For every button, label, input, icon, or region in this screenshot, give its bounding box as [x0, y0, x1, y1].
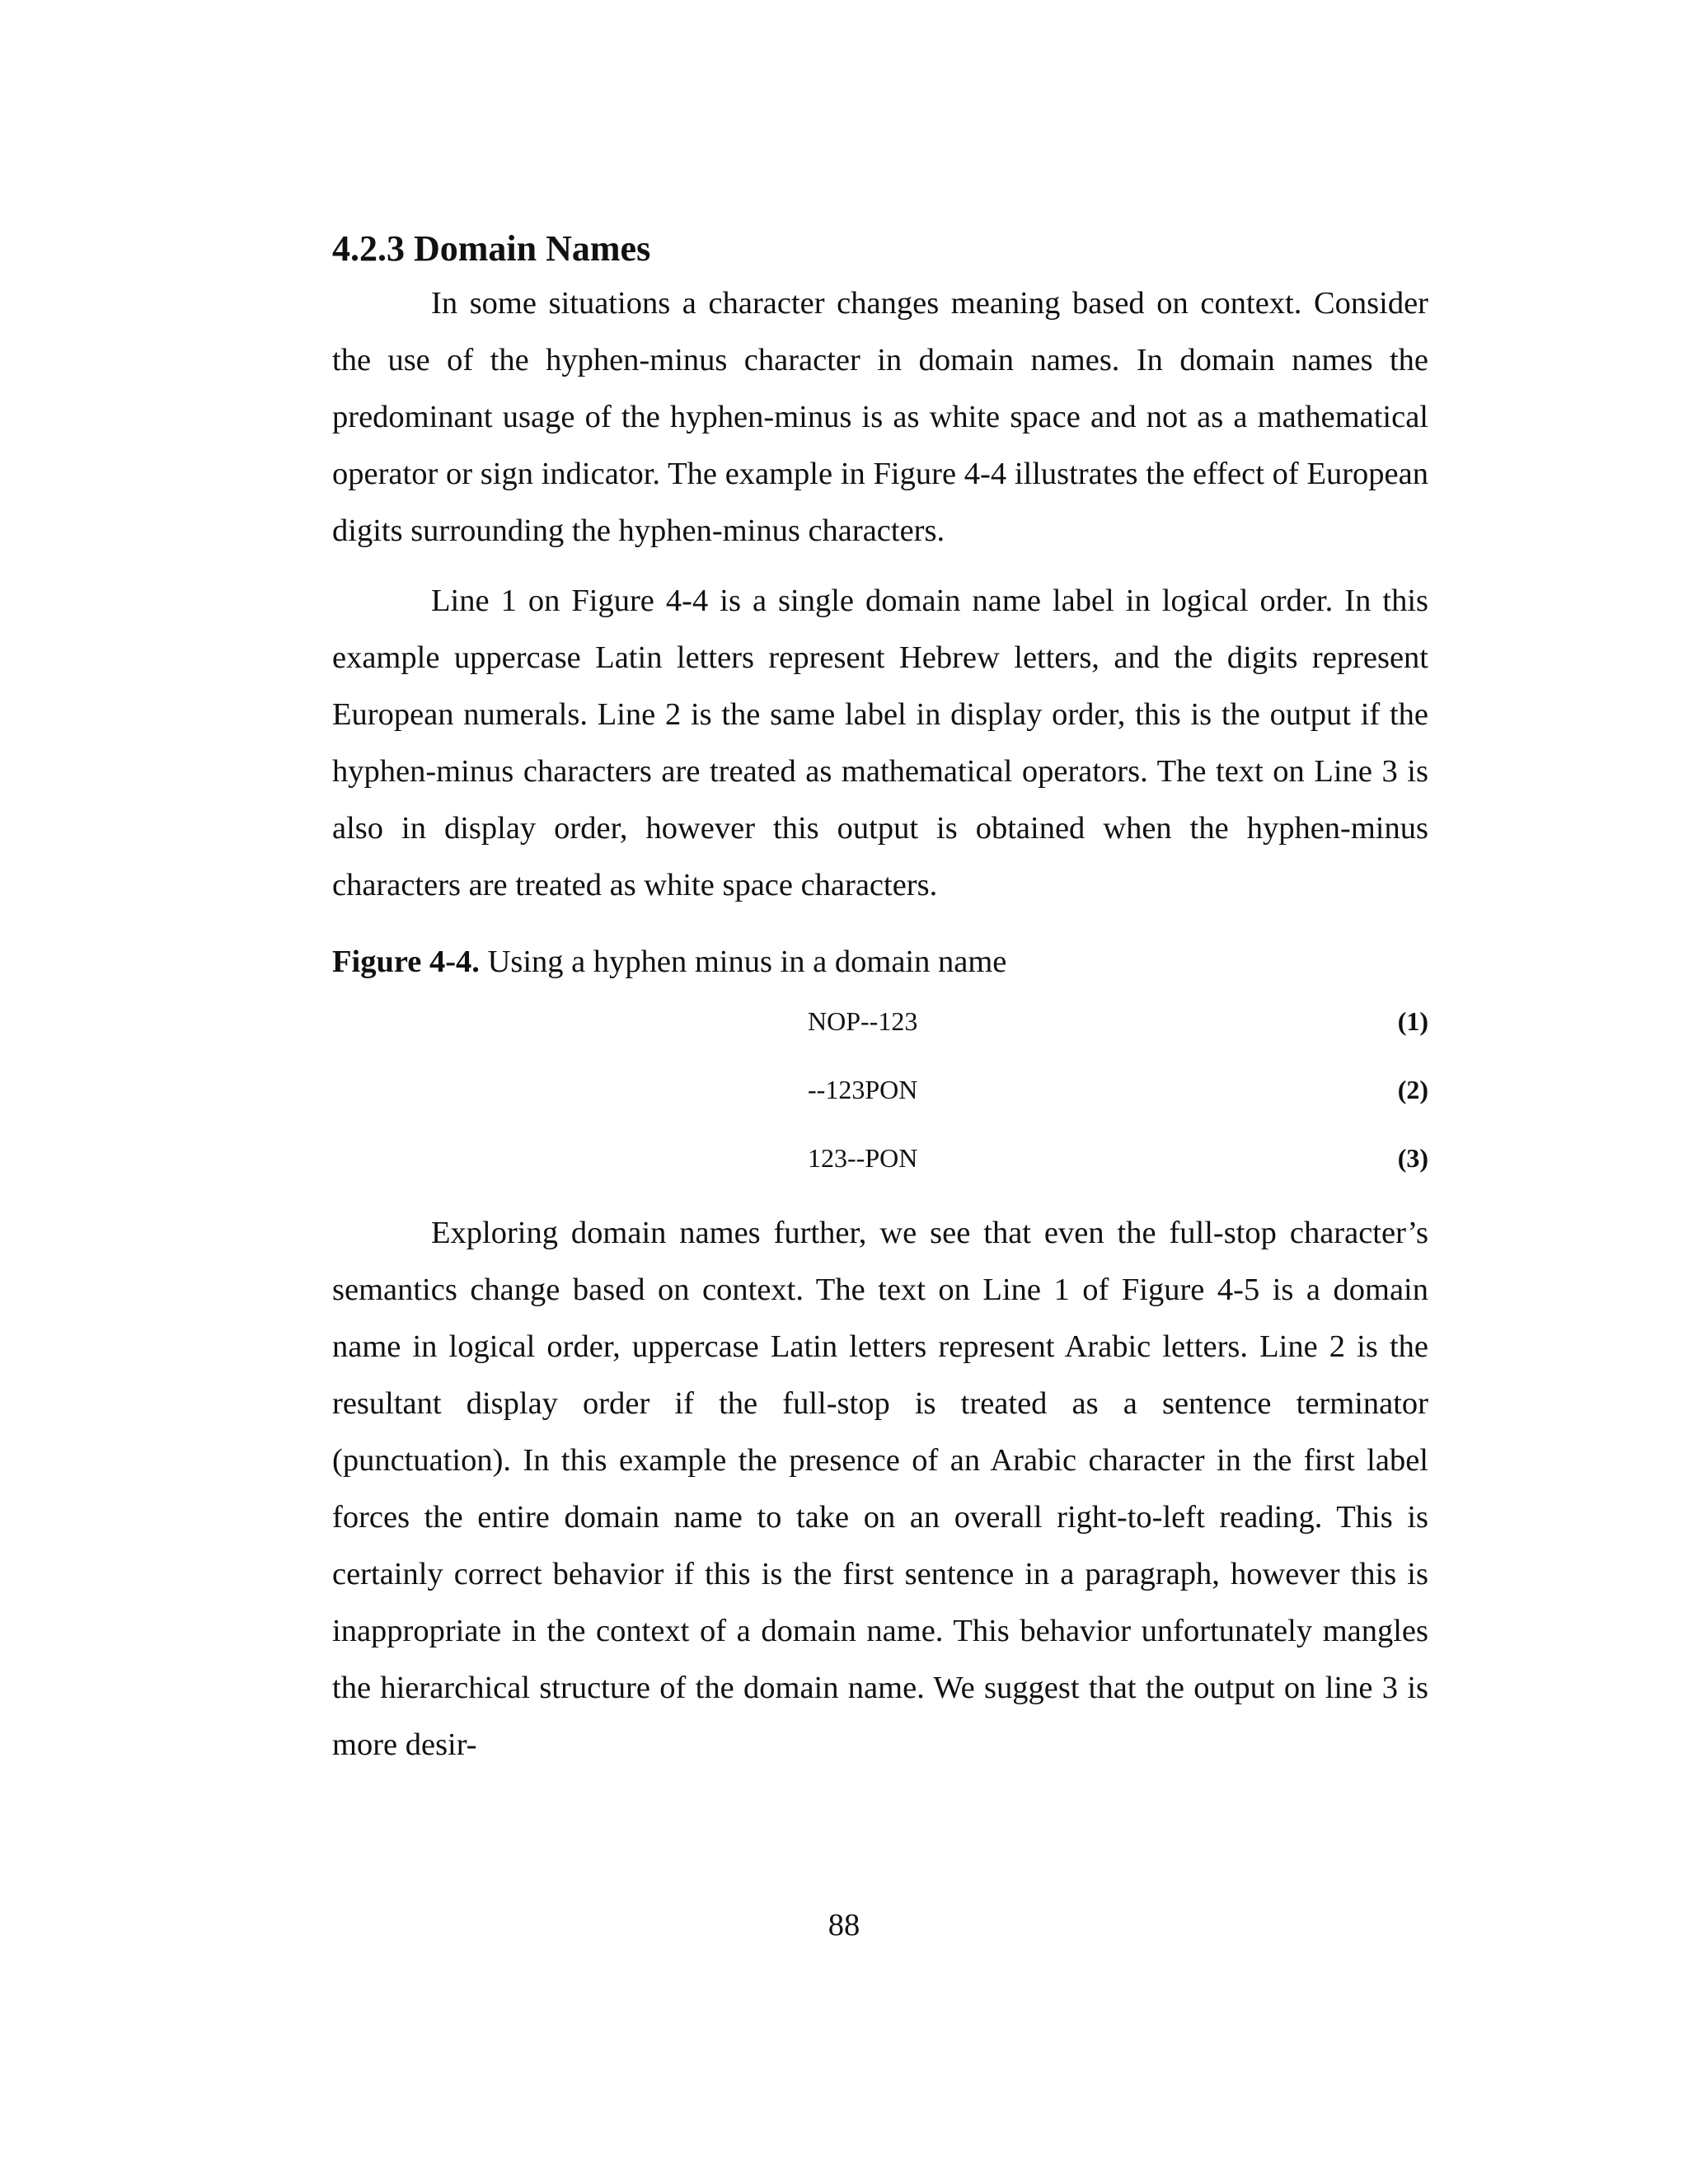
- paragraph-1: In some situations a character changes meaning based on context. Consider the use of the hyphen-minus character in domain names. In domain names the predominant usage of the hyphen-minus is as white space and not as a mathematical operator or sign indicator. The example in Figure 4-4 illustrates the effect of European digits surrounding the hyphen-minus characters.: [332, 286, 1428, 548]
- figure-line-2: [332, 1065, 1428, 1114]
- figure-lines: [332, 987, 1428, 1205]
- figure-line-text: 123--PON: [808, 1143, 918, 1173]
- figure-4-4: [332, 937, 1428, 1205]
- figure-caption: [332, 937, 1428, 987]
- figure-line-1: [332, 996, 1428, 1046]
- section-heading: 4.2.3 Domain Names: [332, 228, 651, 269]
- page-number: 88: [828, 1908, 860, 1943]
- figure-line-3: [332, 1133, 1428, 1183]
- paragraph-2: Line 1 on Figure 4-4 is a single domain name label in logical order. In this example uppercase Latin letters represent Hebrew letters, and the digits represent European numerals. Line 2 is the same label in display order, this is the output if the hyphen-minus characters are treated as mathematical operators. The text on Line 3 is also in display order, however this output is obtained when the hyphen-minus characters are treated as white space characters.: [332, 583, 1428, 902]
- figure-line-number: (3): [1397, 1143, 1428, 1173]
- figure-line-number: (2): [1397, 1075, 1428, 1104]
- figure-line-number: (1): [1397, 1006, 1428, 1036]
- figure-label: Figure 4-4.: [332, 944, 480, 979]
- paragraph-3: Exploring domain names further, we see that even the full-stop character’s semantics change based on context. The text on Line 1 of Figure 4-5 is a domain name in logical order, uppercase Latin letters represent Arabic letters. Line 2 is the resultant display order if the full-stop is treated as a sentence terminator (punctuation). In this example the presence of an Arabic character in the first label forces the entire domain name to take on an overall right-to-left reading. This is certainly correct behavior if this is the first sentence in a paragraph, however this is inappropriate in the context of a domain name. This behavior unfortunately mangles the hierarchical structure of the domain name. We suggest that the output on line 3 is more desir-: [332, 1216, 1428, 1762]
- page-body: [332, 223, 1428, 1774]
- figure-line-text: NOP--123: [808, 1006, 918, 1036]
- figure-line-text: --123PON: [808, 1075, 918, 1104]
- figure-caption-text: Using a hyphen minus in a domain name: [479, 944, 1007, 979]
